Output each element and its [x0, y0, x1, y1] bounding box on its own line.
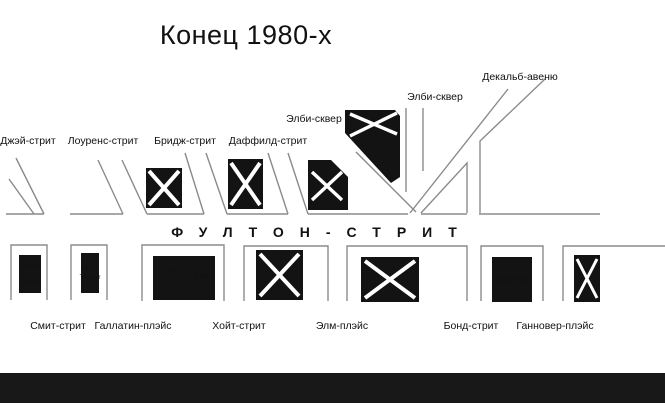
street-label-duffield: Даффилд-стрит	[228, 135, 308, 147]
movie-theater-label-line2: Theater	[79, 275, 101, 281]
gage-tollner-label-line2: &	[27, 270, 33, 277]
street-label-elm: Элм-плэйс	[315, 320, 369, 332]
fulton-street-label: ФУЛТОН-СТРИТ	[171, 224, 473, 240]
square-label-albee-2: Элби-сквер	[407, 91, 463, 103]
east-block-outline	[480, 79, 545, 213]
street-label-bridge: Бридж-стрит	[154, 135, 216, 147]
building-albee-square	[345, 110, 400, 183]
street-label-lawrence: Лоуренс-стрит	[67, 135, 139, 147]
street-label-smith: Смит-стрит	[30, 320, 86, 332]
bridge-street-lines	[185, 153, 227, 214]
movie-theater-label-line1: Movie	[81, 267, 99, 273]
duffield-street-lines	[268, 153, 308, 214]
gage-tollner-label-line3: Tollner	[20, 278, 40, 285]
avenue-left-line	[410, 89, 508, 213]
a-and-s-label: A&S	[193, 274, 209, 281]
street-label-hoyt: Хойт-стрит	[212, 320, 266, 332]
square-label-albee-1: Элби-сквер	[286, 113, 342, 125]
lawrence-street-lines	[98, 160, 147, 214]
albee-square-lines	[406, 108, 423, 192]
street-label-gallatin: Галлатин-плэйс	[94, 320, 172, 332]
street-label-bond: Бонд-стрит	[443, 320, 499, 332]
street-label-jay: Джэй-стрит	[0, 135, 56, 147]
avenue-label-dekalb: Декальб-авеню	[482, 71, 558, 83]
woolworths-label-line2: worth's	[163, 276, 183, 283]
street-label-hanover: Ганновер-плэйс	[516, 320, 594, 332]
building-movie-theater	[81, 253, 99, 293]
woolworths-label-line1: Wool-	[164, 268, 182, 275]
gage-tollner-label-line1: Gage	[22, 262, 38, 269]
mccrorys-label: McCrory's	[496, 277, 528, 284]
jay-street-lines	[9, 158, 44, 214]
map-title: Конец 1980-х	[159, 20, 333, 50]
bottom-bar	[0, 373, 665, 403]
